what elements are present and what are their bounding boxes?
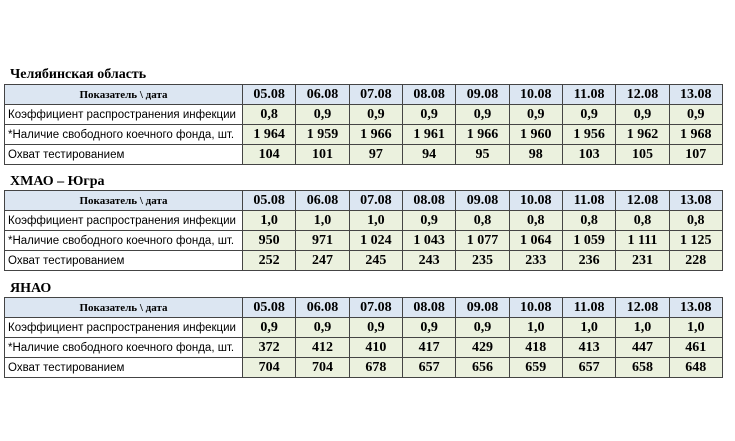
value-cell: 413 [562, 338, 615, 358]
free-beds-row [5, 125, 723, 145]
date-header: 13.08 [669, 191, 722, 211]
date-header: 07.08 [349, 85, 402, 105]
value-cell: 0,9 [296, 105, 349, 125]
value-cell: 417 [402, 338, 455, 358]
value-cell: 678 [349, 358, 402, 378]
value-cell: 1 968 [669, 125, 722, 145]
value-cell: 0,9 [616, 105, 669, 125]
value-cell: 97 [349, 145, 402, 165]
value-cell: 372 [243, 338, 296, 358]
row-label: *Наличие свободного коечного фонда, шт. [5, 231, 243, 251]
infection-rate-row [5, 318, 723, 338]
date-header: 10.08 [509, 85, 562, 105]
value-cell: 1 964 [243, 125, 296, 145]
value-cell: 1 966 [349, 125, 402, 145]
date-header: 09.08 [456, 85, 509, 105]
infection-rate-row [5, 211, 723, 231]
value-cell: 0,9 [562, 105, 615, 125]
date-header: 11.08 [562, 85, 615, 105]
row-label: Охват тестированием [5, 358, 243, 378]
infection-rate-row [5, 105, 723, 125]
value-cell: 704 [296, 358, 349, 378]
value-cell: 971 [296, 231, 349, 251]
row-label: Коэффициент распространения инфекции [5, 211, 243, 231]
value-cell: 429 [456, 338, 509, 358]
value-cell: 94 [402, 145, 455, 165]
header-row [5, 191, 723, 211]
value-cell: 98 [509, 145, 562, 165]
table-khmao [4, 190, 723, 271]
value-cell: 0,8 [669, 211, 722, 231]
date-header: 05.08 [243, 298, 296, 318]
header-indicator-date: Показатель \ дата [5, 298, 243, 318]
value-cell: 0,8 [562, 211, 615, 231]
date-header: 08.08 [402, 85, 455, 105]
value-cell: 461 [669, 338, 722, 358]
value-cell: 245 [349, 251, 402, 271]
value-cell: 657 [402, 358, 455, 378]
date-header: 10.08 [509, 298, 562, 318]
date-header: 12.08 [616, 85, 669, 105]
free-beds-row [5, 338, 723, 358]
row-label: Охват тестированием [5, 145, 243, 165]
value-cell: 1,0 [509, 318, 562, 338]
value-cell: 1 961 [402, 125, 455, 145]
value-cell: 252 [243, 251, 296, 271]
region-title-khmao: ХМАО – Югра [10, 174, 105, 189]
date-header: 12.08 [616, 191, 669, 211]
date-header: 07.08 [349, 298, 402, 318]
table-yanao [4, 297, 723, 378]
value-cell: 410 [349, 338, 402, 358]
value-cell: 0,9 [349, 105, 402, 125]
value-cell: 101 [296, 145, 349, 165]
header-row [5, 298, 723, 318]
date-header: 06.08 [296, 85, 349, 105]
free-beds-row [5, 231, 723, 251]
date-header: 10.08 [509, 191, 562, 211]
date-header: 08.08 [402, 191, 455, 211]
row-label: *Наличие свободного коечного фонда, шт. [5, 125, 243, 145]
value-cell: 1 956 [562, 125, 615, 145]
header-indicator-date: Показатель \ дата [5, 191, 243, 211]
value-cell: 1 966 [456, 125, 509, 145]
value-cell: 1 064 [509, 231, 562, 251]
value-cell: 1 962 [616, 125, 669, 145]
value-cell: 418 [509, 338, 562, 358]
date-header: 13.08 [669, 298, 722, 318]
date-header: 13.08 [669, 85, 722, 105]
date-header: 05.08 [243, 191, 296, 211]
value-cell: 1 960 [509, 125, 562, 145]
value-cell: 243 [402, 251, 455, 271]
value-cell: 0,9 [243, 318, 296, 338]
value-cell: 95 [456, 145, 509, 165]
testing-coverage-row [5, 358, 723, 378]
row-label: *Наличие свободного коечного фонда, шт. [5, 338, 243, 358]
value-cell: 231 [616, 251, 669, 271]
value-cell: 658 [616, 358, 669, 378]
value-cell: 950 [243, 231, 296, 251]
value-cell: 1,0 [349, 211, 402, 231]
value-cell: 107 [669, 145, 722, 165]
value-cell: 1 077 [456, 231, 509, 251]
value-cell: 1,0 [243, 211, 296, 231]
value-cell: 0,9 [349, 318, 402, 338]
date-header: 05.08 [243, 85, 296, 105]
value-cell: 447 [616, 338, 669, 358]
value-cell: 0,8 [243, 105, 296, 125]
value-cell: 412 [296, 338, 349, 358]
value-cell: 228 [669, 251, 722, 271]
table-chelyabinsk [4, 84, 723, 165]
value-cell: 1 024 [349, 231, 402, 251]
value-cell: 0,9 [669, 105, 722, 125]
date-header: 06.08 [296, 191, 349, 211]
row-label: Коэффициент распространения инфекции [5, 105, 243, 125]
value-cell: 0,9 [402, 105, 455, 125]
testing-coverage-row [5, 251, 723, 271]
value-cell: 236 [562, 251, 615, 271]
date-header: 09.08 [456, 298, 509, 318]
value-cell: 1 043 [402, 231, 455, 251]
region-title-chelyabinsk: Челябинская область [10, 67, 147, 82]
value-cell: 233 [509, 251, 562, 271]
date-header: 11.08 [562, 298, 615, 318]
value-cell: 0,9 [456, 105, 509, 125]
date-header: 07.08 [349, 191, 402, 211]
date-header: 08.08 [402, 298, 455, 318]
value-cell: 105 [616, 145, 669, 165]
value-cell: 103 [562, 145, 615, 165]
value-cell: 0,9 [402, 318, 455, 338]
header-row [5, 85, 723, 105]
value-cell: 704 [243, 358, 296, 378]
value-cell: 0,9 [509, 105, 562, 125]
region-title-yanao: ЯНАО [10, 281, 52, 296]
date-header: 12.08 [616, 298, 669, 318]
date-header: 11.08 [562, 191, 615, 211]
date-header: 06.08 [296, 298, 349, 318]
value-cell: 104 [243, 145, 296, 165]
value-cell: 0,8 [456, 211, 509, 231]
value-cell: 1 959 [296, 125, 349, 145]
value-cell: 659 [509, 358, 562, 378]
testing-coverage-row [5, 145, 723, 165]
header-indicator-date: Показатель \ дата [5, 85, 243, 105]
value-cell: 235 [456, 251, 509, 271]
value-cell: 247 [296, 251, 349, 271]
value-cell: 0,8 [509, 211, 562, 231]
value-cell: 0,9 [296, 318, 349, 338]
date-header: 09.08 [456, 191, 509, 211]
row-label: Охват тестированием [5, 251, 243, 271]
value-cell: 1 059 [562, 231, 615, 251]
row-label: Коэффициент распространения инфекции [5, 318, 243, 338]
value-cell: 1,0 [296, 211, 349, 231]
value-cell: 657 [562, 358, 615, 378]
value-cell: 1 125 [669, 231, 722, 251]
value-cell: 0,9 [456, 318, 509, 338]
value-cell: 0,9 [402, 211, 455, 231]
value-cell: 1,0 [616, 318, 669, 338]
value-cell: 1,0 [562, 318, 615, 338]
value-cell: 656 [456, 358, 509, 378]
value-cell: 1 111 [616, 231, 669, 251]
value-cell: 648 [669, 358, 722, 378]
value-cell: 0,8 [616, 211, 669, 231]
value-cell: 1,0 [669, 318, 722, 338]
